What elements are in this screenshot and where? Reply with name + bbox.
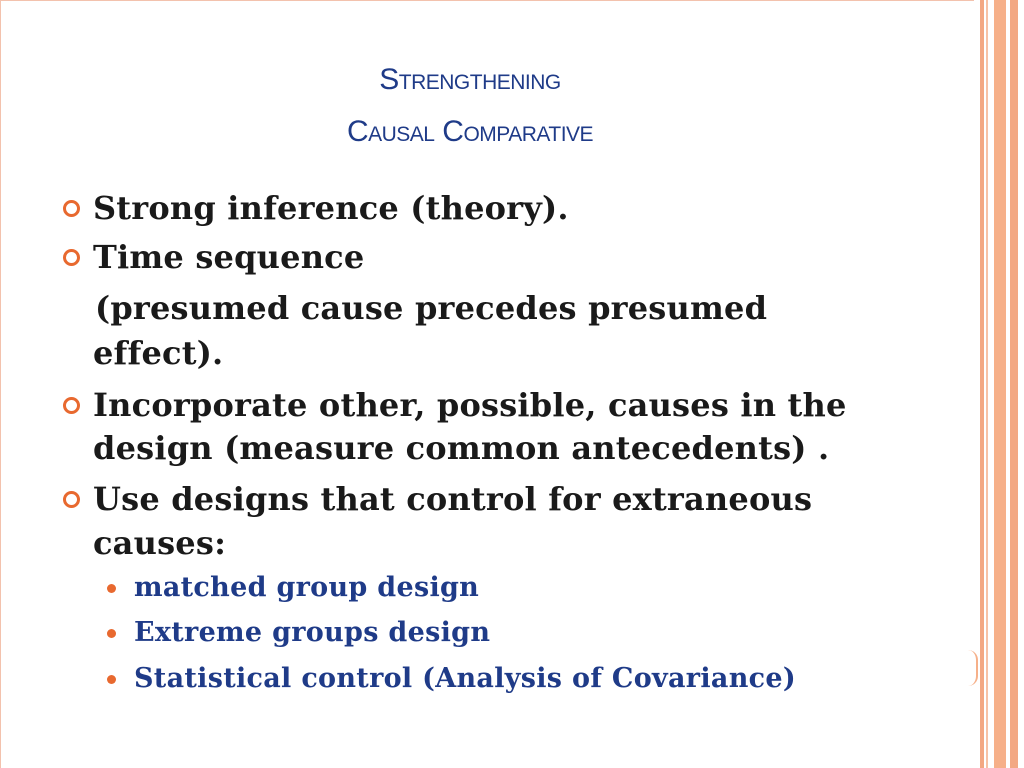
circle-bullet-icon [63, 397, 80, 414]
dot-bullet-icon [107, 629, 116, 638]
title-line-2: Causal Comparative [346, 115, 594, 148]
bullet-continuation: effect). [93, 334, 224, 372]
circle-bullet-icon [63, 491, 80, 508]
bullet-continuation: design (measure common antecedents) . [93, 429, 830, 467]
stripe [1010, 0, 1018, 768]
bullet-item: Strong inference (theory). [93, 189, 569, 227]
edge-decoration [968, 650, 978, 686]
sub-bullet-item: matched group design [134, 572, 480, 603]
bullet-item: Use designs that control for extraneous [93, 480, 813, 518]
dot-bullet-icon [107, 675, 116, 684]
stripe [980, 0, 984, 768]
dot-bullet-icon [107, 584, 116, 593]
bullet-continuation: (presumed cause precedes presumed [95, 289, 768, 327]
bullet-item: Incorporate other, possible, causes in the [93, 386, 847, 424]
bullet-continuation: causes: [93, 524, 227, 562]
circle-bullet-icon [63, 200, 80, 217]
circle-bullet-icon [63, 249, 80, 266]
title-line-1: Strengthening [379, 63, 561, 96]
decorative-stripes [974, 0, 1024, 768]
stripe [994, 0, 1006, 768]
stripe [986, 0, 988, 768]
sub-bullet-item: Extreme groups design [134, 617, 491, 648]
bullet-item: Time sequence [93, 238, 365, 276]
sub-bullet-item: Statistical control (Analysis of Covariance) [134, 663, 796, 694]
